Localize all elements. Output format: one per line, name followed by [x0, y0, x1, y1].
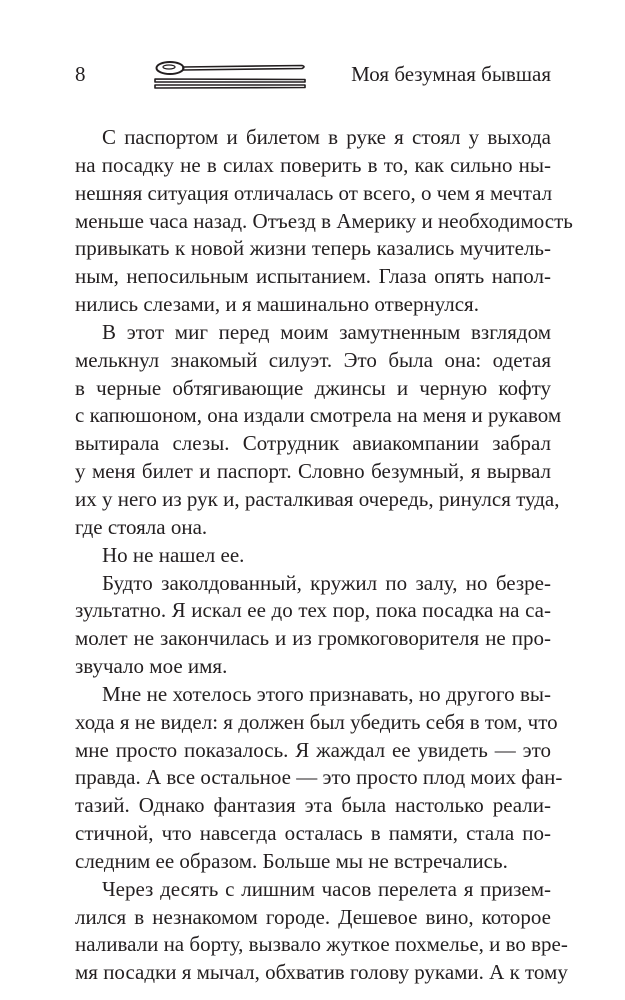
text-line: наливали на борту, вызвало жуткое похмелье, и во вре-	[75, 932, 568, 957]
paragraph	[75, 124, 573, 319]
paragraph	[75, 681, 563, 876]
running-title: Моя безумная бывшая	[351, 62, 551, 86]
paragraph	[75, 876, 568, 987]
text-line: мне просто показалось. Я жаждал ее увидеть — это	[75, 737, 551, 762]
text-line: с капюшоном, она издали смотрела на меня и рукавом	[75, 403, 562, 428]
text-line: где стояла она.	[75, 514, 208, 539]
paragraph	[75, 319, 562, 542]
paragraph	[75, 570, 551, 681]
text-line: хода я не видел: я должен был убедить себя в том, что	[75, 709, 558, 734]
text-line: С паспортом и билетом в руке я стоял у выхода	[102, 125, 551, 149]
text-line: мелькнул знакомый силуэт. Это была она: одетая	[75, 347, 551, 372]
text-line: нешняя ситуация отличалась от всего, о чем я мечтал	[75, 180, 553, 205]
text-line: Через десять с лишним часов перелета я призем-	[102, 876, 551, 901]
text-line: тазий. Однако фантазия эта была настолько реали-	[75, 793, 551, 818]
text-line: следним ее образом. Больше мы не встречались.	[75, 848, 508, 873]
body-text	[75, 124, 573, 987]
text-line: привыкать к новой жизни теперь казались мучитель-	[75, 236, 551, 261]
text-line: у меня билет и паспорт. Словно безумный, я вырвал	[75, 459, 551, 484]
text-line: в черные обтягивающие джинсы и черную кофту	[75, 375, 551, 400]
page-number: 8	[75, 62, 86, 86]
spoon-and-chopsticks-icon	[152, 58, 308, 92]
text-line: ным, непосильным испытанием. Глаза опять напол-	[75, 264, 551, 289]
text-line: нились слезами, и я машинально отвернулся.	[75, 292, 479, 317]
text-line: Будто заколдованный, кружил по залу, но безре-	[102, 570, 551, 595]
text-line: на посадку не в силах поверить в то, как сильно ны-	[75, 152, 551, 177]
text-line: вытирала слезы. Сотрудник авиакомпании забрал	[75, 431, 551, 456]
text-line: правда. А все остальное — это просто плод моих фан-	[75, 765, 563, 790]
text-line: меньше часа назад. Отъезд в Америку и необходимость	[75, 208, 573, 233]
text-line: их у него из рук и, расталкивая очередь, ринулся туда,	[75, 486, 560, 511]
text-line: мя посадки я мычал, обхватив голову руками. А к тому	[75, 960, 568, 985]
paragraph	[75, 542, 551, 570]
text-line: В этот миг перед моим замутненным взглядом	[102, 319, 551, 344]
text-line: молет не закончилась и из громкоговорителя не про-	[75, 626, 551, 651]
text-line: Мне не хотелось этого признавать, но другого вы-	[102, 681, 551, 706]
text-line: зультатно. Я искал ее до тех пор, пока посадка на са-	[75, 598, 551, 623]
text-line: стичной, что навсегда осталась в памяти, стала по-	[75, 821, 551, 846]
page-header	[75, 58, 551, 94]
text-line: звучало мое имя.	[75, 654, 228, 679]
text-line: Но не нашел ее.	[102, 542, 245, 567]
text-line: лился в незнакомом городе. Дешевое вино, которое	[75, 904, 551, 929]
